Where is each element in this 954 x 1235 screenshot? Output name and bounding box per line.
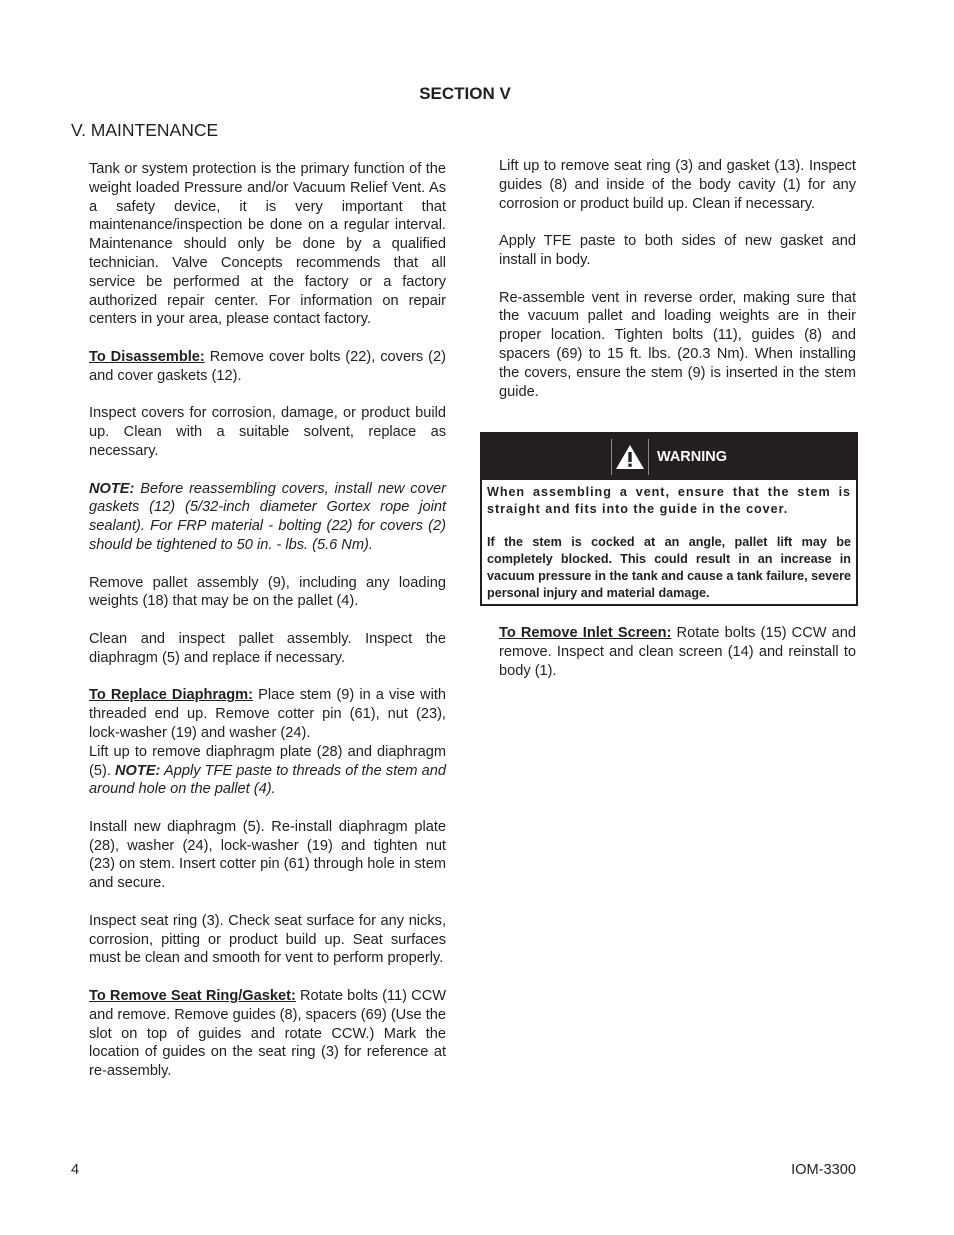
warning-header	[482, 434, 856, 480]
clean-pallet-paragraph: Clean and inspect pallet assembly. Inspect the diaphragm (5) and replace if necessary.	[89, 630, 446, 666]
lift-seat-paragraph: Lift up to remove seat ring (3) and gasket (13). Inspect guides (8) and inside of the body cavity (1) for any corrosion or product build up. Clean if necessary.	[499, 158, 856, 212]
note-text: Before reassembling covers, install new cover gaskets (12) (5/32-inch diameter Gortex rope joint sealant). For FRP material - bolting (22) for covers (2) should be tightened to 50 in. - lbs. (5.6 Nm).	[89, 480, 446, 553]
warning-line-1: When assembling a vent, ensure that the stem is straight and fits into the guide in the cover.	[487, 485, 851, 516]
inlet-screen-text: Rotate bolts (15) CCW and remove. Inspect and clean screen (14) and reinstall to body (1).	[499, 625, 856, 679]
inlet-screen-heading: To Remove Inlet Screen:	[499, 625, 672, 641]
note2-text: Apply TFE paste to threads of the stem and around hole on the pallet (4).	[89, 762, 446, 798]
install-diaphragm-paragraph: Install new diaphragm (5). Re-install diaphragm plate (28), washer (24), lock-washer (19) and tighten nut (23) on stem. Insert cotter pin (61) through hole in stem and secure.	[89, 818, 446, 892]
apply-tfe-paragraph: Apply TFE paste to both sides of new gasket and install in body.	[499, 233, 856, 268]
warning-line-2: If the stem is cocked at an angle, pallet lift may be completely blocked. This could result in an increase in vacuum pressure in the tank and cause a tank failure, severe personal injury and material damage.	[487, 535, 851, 600]
lift-text: Lift up to remove diaphragm plate (28) and diaphragm (5).	[89, 743, 446, 779]
diaphragm-text: Place stem (9) in a vise with threaded end up. Remove cotter pin (61), nut (23), lock-washer (19) and washer (24).	[89, 687, 446, 741]
warning-title: WARNING	[656, 449, 728, 465]
inspect-seat-paragraph: Inspect seat ring (3). Check seat surface for any nicks, corrosion, pitting or product build up. Seat surfaces must be clean and smooth for vent to perform properly.	[89, 912, 446, 967]
lift-diaphragm-paragraph	[89, 743, 446, 799]
seat-ring-heading: To Remove Seat Ring/Gasket:	[89, 988, 296, 1005]
intro-paragraph: Tank or system protection is the primary function of the weight loaded Pressure and/or Vacuum Relief Vent. As a safety device, it is very important that maintenance/inspection be done on a regular interval. Maintenance should only be done by a qualified technician. Valve Concepts recommends that all service be performed at the factory or a factory authorized repair center. For information on repair centers in your area, please contact factory.	[89, 161, 446, 328]
document-code: IOM-3300	[791, 1162, 856, 1178]
inspect-covers-paragraph: Inspect covers for corrosion, damage, or product build up. Clean with a suitable solvent, replace as necessary.	[89, 405, 446, 459]
section-title: SECTION V	[419, 84, 511, 103]
remove-pallet-paragraph: Remove pallet assembly (9), including any loading weights (18) that may be on the pallet (4).	[89, 574, 446, 610]
page-number: 4	[71, 1162, 80, 1178]
seat-ring-paragraph	[89, 987, 446, 1081]
disassemble-text: Remove cover bolts (22), covers (2) and cover gaskets (12).	[89, 348, 446, 384]
note-label: NOTE:	[89, 480, 135, 497]
left-column	[89, 160, 446, 1081]
note2-label: NOTE:	[115, 762, 161, 779]
diaphragm-heading: To Replace Diaphragm:	[89, 687, 253, 704]
page-heading: V. MAINTENANCE	[71, 120, 219, 140]
warning-box	[480, 432, 858, 606]
disassemble-heading: To Disassemble:	[89, 348, 205, 365]
right-column	[499, 157, 856, 401]
diaphragm-paragraph	[89, 686, 446, 742]
seat-ring-text: Rotate bolts (11) CCW and remove. Remove guides (8), spacers (69) (Use the slot on top of guides and rotate CCW.) Mark the location of guides on the seat ring (3) for reference at re-assembly.	[89, 988, 447, 1080]
warning-body	[482, 480, 856, 602]
warning-triangle-icon	[611, 439, 649, 475]
note-paragraph	[89, 480, 446, 555]
inlet-screen-paragraph	[499, 624, 856, 680]
disassemble-paragraph	[89, 348, 446, 386]
inlet-screen-section	[499, 624, 856, 680]
reassemble-paragraph: Re-assemble vent in reverse order, making sure that the vacuum pallet and loading weights are in their proper location. Tighten bolts (11), guides (8) and spacers (69) to 15 ft. lbs. (20.3 Nm). When installing the covers, ensure the stem (9) is inserted in the stem guide.	[499, 289, 856, 400]
